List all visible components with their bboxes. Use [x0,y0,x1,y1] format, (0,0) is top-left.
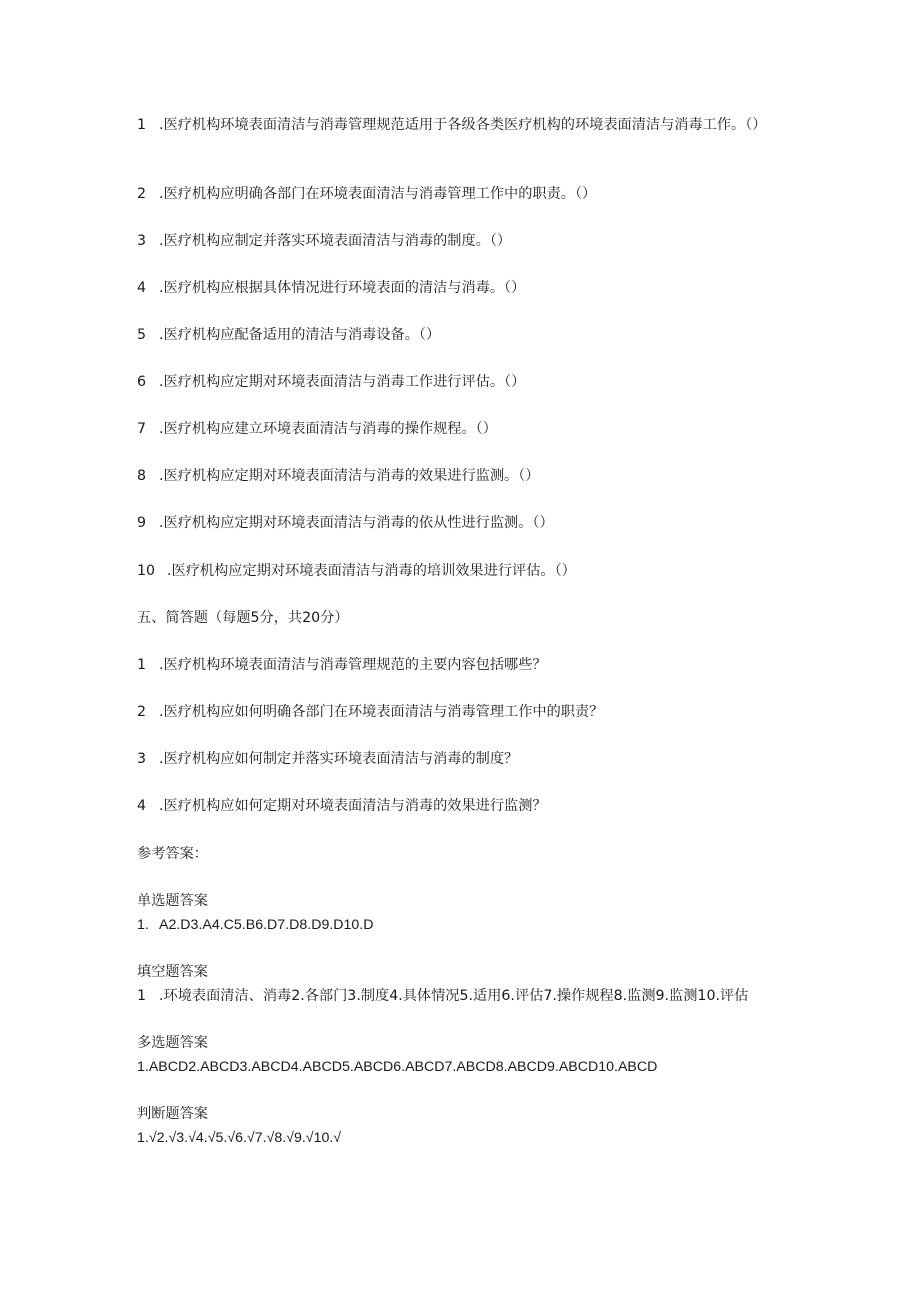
judgment-question-5 [137,325,440,345]
question-number: 5 [137,327,147,343]
judgment-question-1 [137,114,787,137]
short-answer-question-2 [137,702,603,722]
answer-number: 1 [137,988,147,1004]
answer-number: 1. [137,917,149,933]
question-number: 3 [137,233,147,249]
answers-heading: 参考答案： [137,846,208,862]
single-choice-answers [137,915,374,935]
question-number: 2 [137,186,147,202]
question-number: 6 [137,374,147,390]
judgment-answers-heading: 判断题答案 [137,1106,208,1122]
short-answer-question-3 [137,749,518,769]
judgment-question-2 [137,184,596,204]
question-number: 1 [137,117,147,133]
question-text: .医疗机构应如何定期对环境表面清洁与消毒的效果进行监测？ [159,798,547,814]
question-number: 4 [137,280,147,296]
question-text: .医疗机构应如何明确各部门在环境表面清洁与消毒管理工作中的职责？ [159,704,604,720]
question-number: 10 [137,563,156,579]
fill-blank-answers [137,986,748,1006]
judgment-question-4 [137,278,525,298]
question-number: 4 [137,798,147,814]
question-number: 8 [137,468,147,484]
question-number: 2 [137,704,147,720]
question-number: 9 [137,515,147,531]
section-heading-short-answer: 五、简答题（每题5分，共20分） [137,610,349,626]
question-number: 1 [137,657,147,673]
fill-blank-answers-heading: 填空题答案 [137,964,208,980]
question-text: .医疗机构应定期对环境表面清洁与消毒的培训效果进行评估。（） [167,563,576,579]
single-choice-answers-heading: 单选题答案 [137,893,208,909]
question-number: 7 [137,421,147,437]
short-answer-question-1 [137,655,547,675]
question-text: .医疗机构应建立环境表面清洁与消毒的操作规程。（） [159,421,497,437]
judgment-question-9 [137,513,554,533]
question-text: .医疗机构应定期对环境表面清洁与消毒工作进行评估。（） [159,374,526,390]
question-text: .医疗机构应如何制定并落实环境表面清洁与消毒的制度？ [159,751,519,767]
question-text: .医疗机构应根据具体情况进行环境表面的清洁与消毒。（） [159,280,526,296]
judgment-answers: 1.√2.√3.√4.√5.√6.√7.√8.√9.√10.√ [137,1130,342,1146]
question-text: .医疗机构应定期对环境表面清洁与消毒的效果进行监测。（） [159,468,540,484]
multiple-choice-answers: 1.ABCD2.ABCD3.ABCD4.ABCD5.ABCD6.ABCD7.ABCD8.ABCD9.ABCD10.ABCD [137,1059,658,1075]
multiple-choice-answers-heading: 多选题答案 [137,1035,208,1051]
question-text: .医疗机构应定期对环境表面清洁与消毒的依从性进行监测。（） [159,515,554,531]
judgment-question-3 [137,231,511,251]
judgment-question-10 [137,561,576,581]
judgment-question-8 [137,466,539,486]
question-text: .医疗机构环境表面清洁与消毒管理规范适用于各级各类医疗机构的环境表面清洁与消毒工作。（） [159,117,767,133]
short-answer-question-4 [137,796,547,816]
answer-text: A2.D3.A4.C5.B6.D7.D8.D9.D10.D [159,917,374,933]
question-text: .医疗机构应明确各部门在环境表面清洁与消毒管理工作中的职责。（） [159,186,597,202]
judgment-question-7 [137,419,497,439]
question-number: 3 [137,751,147,767]
judgment-question-6 [137,372,525,392]
question-text: .医疗机构应制定并落实环境表面清洁与消毒的制度。（） [159,233,512,249]
question-text: .医疗机构应配备适用的清洁与消毒设备。（） [159,327,441,343]
answer-text: .环境表面清洁、消毒2.各部门3.制度4.具体情况5.适用6.评估7.操作规程8.监测9.监测10.评估 [159,988,749,1004]
question-text: .医疗机构环境表面清洁与消毒管理规范的主要内容包括哪些？ [159,657,547,673]
